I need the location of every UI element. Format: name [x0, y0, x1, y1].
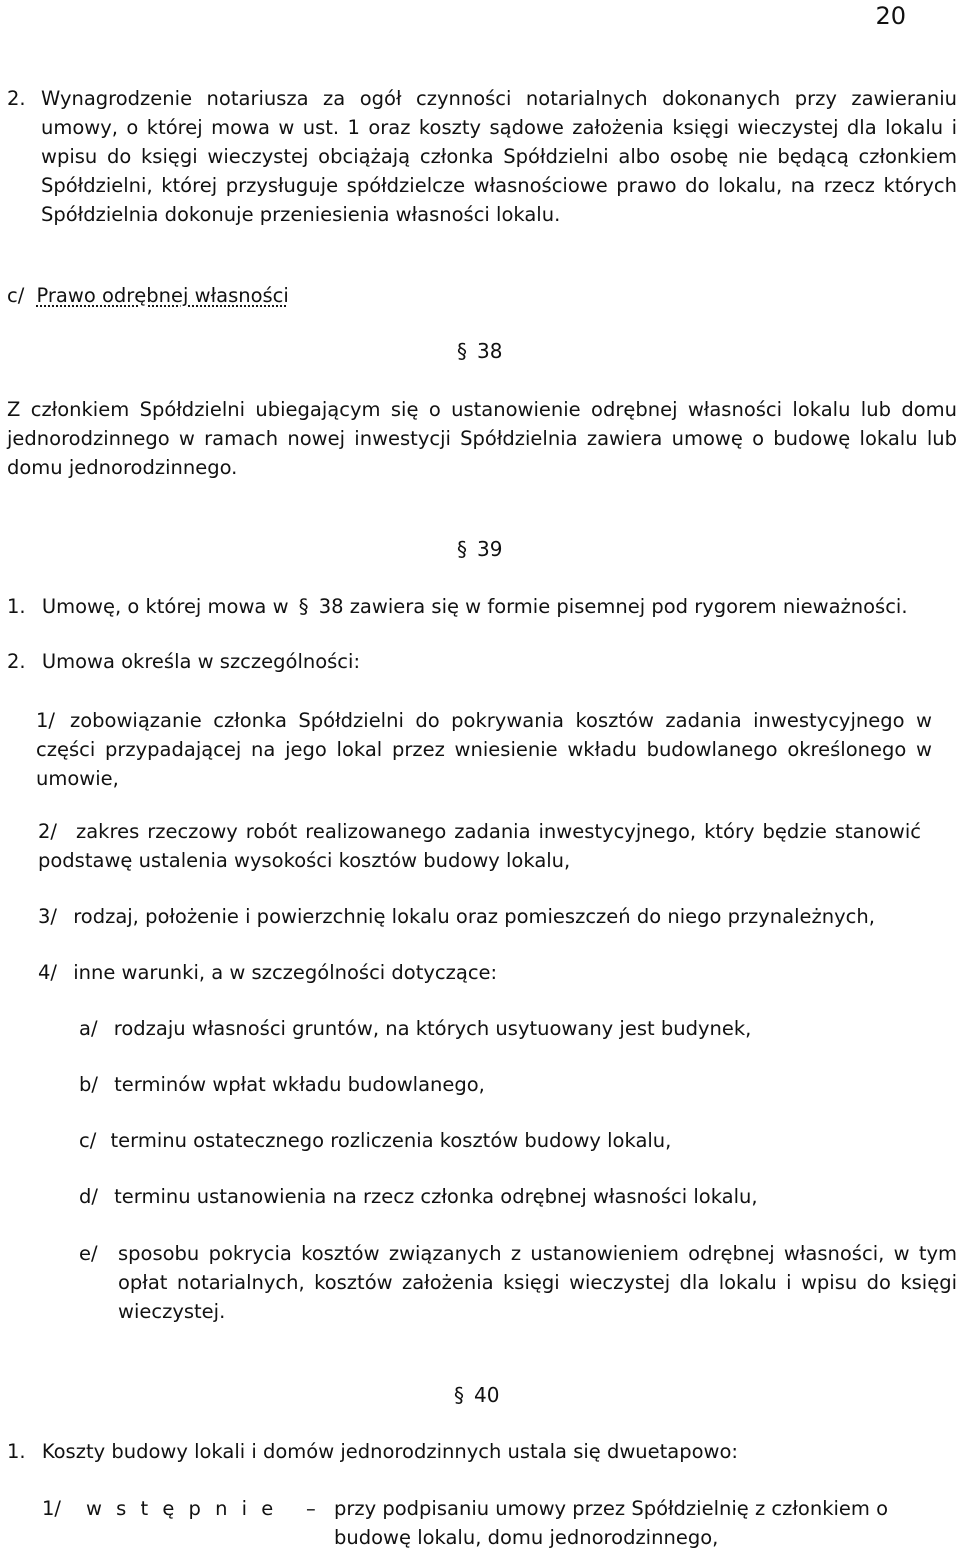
stage-text: przy podpisaniu umowy przez Spółdzielnię z członkiem o budowę lokalu, domu jednorodzinnego,	[334, 1497, 889, 1549]
sub-list-item-text: terminu ustanowienia na rzecz członka odrębnej własności lokalu,	[114, 1185, 758, 1208]
paragraph-38: Z członkiem Spółdzielni ubiegającym się o ustanowienie odrębnej własności lokalu lub domu jednorodzinnego w ramach nowej inwestycji Spółdzielnia zawiera umowę o budowę lokalu lub domu jednorodzinnego.	[7, 398, 957, 479]
list-item	[36, 706, 957, 793]
section-number: 39	[477, 537, 503, 561]
paragraph-number: 2.	[7, 87, 26, 110]
list-item	[38, 817, 957, 875]
paragraph-number: 1.	[7, 1440, 26, 1463]
list-item-number: 1/	[36, 709, 55, 732]
sub-list-item	[79, 1239, 957, 1326]
sub-list-item	[79, 1014, 751, 1043]
stage-item	[42, 1494, 957, 1552]
section-number: 38	[477, 339, 503, 363]
section-heading	[7, 281, 289, 310]
stage-dash: –	[306, 1497, 316, 1520]
sub-list-item-letter: c/	[79, 1129, 97, 1152]
list-item-number: 2/	[38, 820, 57, 843]
paragraph-39-1	[7, 592, 957, 621]
list-item-number: 3/	[38, 905, 57, 928]
paragraph-number: 2.	[7, 650, 26, 673]
page-number: 20	[875, 2, 906, 30]
list-item-number: 4/	[38, 961, 57, 984]
paragraph-text-start: Umowę, o której mowa w	[41, 595, 289, 618]
paragraph-39-2	[7, 647, 360, 676]
section-title: Prawo odrębnej własności	[36, 284, 289, 307]
section-number: 40	[474, 1383, 500, 1407]
sub-list-item-text: rodzaju własności gruntów, na których usytuowany jest budynek,	[113, 1017, 752, 1040]
list-item-text: inne warunki, a w szczególności dotyczące:	[73, 961, 498, 984]
sub-list-item-text: sposobu pokrycia kosztów związanych z ustanowieniem odrębnej własności, w tym opłat notarialnych, kosztów założenia księgi wieczystej dla lokalu i wpisu do księgi wieczystej.	[118, 1242, 957, 1323]
sub-list-item-text: terminów wpłat wkładu budowlanego,	[114, 1073, 485, 1096]
sub-list-item-letter: a/	[79, 1017, 98, 1040]
list-item	[38, 958, 497, 987]
sub-list-item-text: terminu ostatecznego rozliczenia kosztów budowy lokalu,	[110, 1129, 672, 1152]
list-item-text: zakres rzeczowy robót realizowanego zadania inwestycyjnego, który będzie stanowić podstawę ustalenia wysokości kosztów budowy lokalu,	[38, 820, 921, 872]
sub-list-item	[79, 1126, 671, 1155]
section-symbol: §	[457, 339, 467, 363]
stage-number: 1/	[42, 1497, 61, 1520]
list-item-text: rodzaj, położenie i powierzchnię lokalu oraz pomieszczeń do niego przynależnych,	[73, 905, 875, 928]
paragraph-number: 1.	[7, 595, 26, 618]
section-38-heading	[457, 337, 502, 366]
sub-list-item-letter: d/	[79, 1185, 98, 1208]
section-label: c/	[7, 284, 25, 307]
section-40-heading	[454, 1381, 499, 1410]
list-item	[38, 902, 875, 931]
section-symbol: §	[298, 595, 309, 618]
section-symbol: §	[454, 1383, 464, 1407]
list-item-text: zobowiązanie członka Spółdzielni do pokrywania kosztów zadania inwestycyjnego w części przypadającej na jego lokal przez wniesienie wkładu budowlanego określonego w umowie,	[36, 709, 932, 790]
paragraph-text: Koszty budowy lokali i domów jednorodzinnych ustala się dwuetapowo:	[41, 1440, 739, 1463]
sub-list-item-letter: e/	[79, 1242, 98, 1265]
paragraph-text: Umowa określa w szczególności:	[41, 650, 361, 673]
paragraph-text: Wynagrodzenie notariusza za ogół czynności notarialnych dokonanych przy zawieraniu umowy, o której mowa w ust. 1 oraz koszty sądowe założenia księgi wieczystej dla lokalu i wpisu do księgi wieczystej obciążają członka Spółdzielni albo osobę nie będącą członkiem Spółdzielni, której przysługuje spółdzielcze własnościowe prawo do lokalu, na rzecz których Spółdzielnia dokonuje przeniesienia własności lokalu.	[41, 87, 957, 226]
section-symbol: §	[457, 537, 467, 561]
section-39-heading	[457, 535, 502, 564]
paragraph-text-end: 38 zawiera się w formie pisemnej pod rygorem nieważności.	[318, 595, 908, 618]
stage-label: w s t ę p n i e	[86, 1497, 278, 1520]
sub-list-item-letter: b/	[79, 1073, 98, 1096]
sub-list-item	[79, 1070, 485, 1099]
sub-list-item	[79, 1182, 758, 1211]
paragraph-40-1	[7, 1437, 738, 1466]
